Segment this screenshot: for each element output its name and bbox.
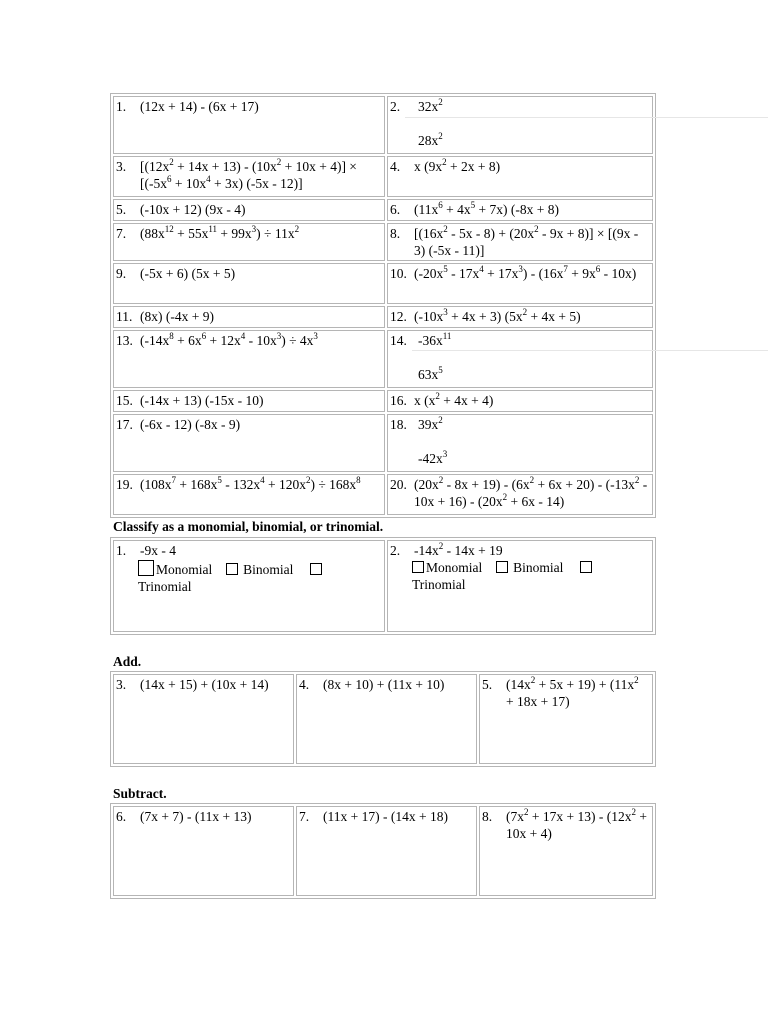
classify-heading: Classify as a monomial, binomial, or trinomial.	[113, 519, 384, 534]
problem-row	[113, 223, 653, 261]
problem-cell	[113, 330, 385, 388]
problem-row	[113, 414, 653, 472]
item-number: 11.	[116, 309, 133, 324]
item-number: 3.	[116, 677, 127, 692]
fraction-line	[405, 117, 768, 118]
problem-cell	[113, 263, 385, 304]
problem-row	[113, 199, 653, 221]
problem-cell	[113, 390, 385, 412]
problem-cell	[387, 263, 653, 304]
problem-cell	[387, 199, 653, 221]
fraction-denominator: $63x^5$	[418, 365, 443, 382]
item-number: 19.	[116, 477, 133, 492]
problem-cell	[113, 199, 385, 221]
monomial-label: Monomial	[426, 560, 483, 575]
expression: (8x + 10) + (11x + 10)	[323, 677, 445, 692]
item-number: 16.	[390, 393, 407, 408]
problems-table	[110, 93, 656, 518]
add-item-4	[296, 674, 477, 764]
item-number: 5.	[482, 677, 493, 692]
expression: (-6x - 12) (-8x - 9)	[140, 417, 241, 432]
item-number: 2.	[390, 543, 401, 558]
classify-table	[110, 537, 656, 635]
expression: (-14x + 13) (-15x - 10)	[140, 393, 264, 408]
expression: (14x + 15) + (10x + 14)	[140, 677, 269, 692]
item-number: 4.	[390, 159, 401, 174]
add-table	[110, 671, 656, 767]
problem-cell	[113, 156, 385, 197]
problem-cell	[387, 96, 653, 154]
subtract-table	[110, 803, 656, 899]
item-number: 7.	[116, 226, 127, 241]
expression: (8x) (-4x + 9)	[140, 309, 214, 324]
expression: $(14x^2 + 5x + 19) + (11x^2 + 18x + 17)$	[506, 675, 639, 709]
problem-cell	[113, 223, 385, 261]
problem-row	[113, 96, 653, 154]
item-number: 20.	[390, 477, 407, 492]
problem-row	[113, 330, 653, 388]
add-heading: Add.	[113, 654, 142, 669]
item-number: 8.	[390, 226, 401, 241]
expression: $[(12x^2 + 14x + 13) - (10x^2 + 10x + 4)] \times [(-5x^6 + 10x^4 + 3x)$ (-5x - 12)]	[140, 157, 357, 191]
expression: (7x + 7) - (11x + 13)	[140, 809, 252, 824]
binomial-checkbox[interactable]	[226, 563, 238, 575]
problem-cell	[113, 306, 385, 328]
expression: x $(x^2 + 4x + 4)$	[414, 391, 494, 408]
problem-row	[113, 390, 653, 412]
problem-cell	[387, 223, 653, 261]
problem-row	[113, 263, 653, 304]
expression: x $(9x^2 + 2x + 8)$	[414, 157, 501, 174]
problem-cell	[387, 330, 653, 388]
fraction-numerator: $32x^2$	[418, 97, 443, 114]
binomial-checkbox[interactable]	[496, 561, 508, 573]
expression: $(-20x^5 - 17x^4 + 17x^3) - (16x^7 + 9x^6 - 10x)$	[414, 264, 637, 281]
item-number: 12.	[390, 309, 407, 324]
fraction-numerator: $39x^2$	[418, 415, 443, 432]
expression: $(108x^7 + 168x^5 - 132x^4 + 120x^2) \div 168x^8$	[140, 475, 361, 492]
monomial-checkbox[interactable]	[412, 561, 424, 573]
add-item-3	[113, 674, 294, 764]
problem-row	[113, 306, 653, 328]
expression: $(88x^{12} + 55x^{11} + 99x^3) \div 11x^2$	[140, 224, 300, 241]
subtract-item-7	[296, 806, 477, 896]
item-number: 6.	[390, 202, 401, 217]
monomial-label: Monomial	[156, 562, 213, 577]
item-number: 18.	[390, 417, 407, 432]
expression: $(20x^2 - 8x + 19) - (6x^2 + 6x + 20) - (-13x^2 - 10x + 16) - (20x^2 + 6x - 14)$	[414, 475, 648, 509]
fraction-numerator: $-36x^{11}$	[418, 331, 452, 348]
classify-item-1	[113, 540, 385, 632]
problem-cell	[113, 414, 385, 472]
item-number: 17.	[116, 417, 133, 432]
trinomial-label: Trinomial	[138, 579, 192, 594]
trinomial-checkbox[interactable]	[580, 561, 592, 573]
item-number: 5.	[116, 202, 127, 217]
item-number: 9.	[116, 266, 127, 281]
problem-cell	[113, 96, 385, 154]
item-number: 15.	[116, 393, 133, 408]
problem-cell	[387, 390, 653, 412]
expression: $(-10x^3 + 4x + 3) (5x^2 + 4x + 5)$	[414, 307, 581, 324]
expression: -9x - 4	[140, 543, 176, 558]
binomial-label: Binomial	[243, 562, 294, 577]
subtract-heading: Subtract.	[113, 786, 167, 801]
item-number: 8.	[482, 809, 493, 824]
problem-cell	[387, 414, 653, 472]
add-item-5	[479, 674, 653, 764]
expression: $[(16x^2 - 5x - 8) + (20x^2 - 9x + 8)] \times [(9x - 3)$ (-5x - 11)]	[414, 224, 639, 258]
item-number: 2.	[390, 99, 401, 114]
subtract-item-8	[479, 806, 653, 896]
trinomial-checkbox[interactable]	[310, 563, 322, 575]
subtract-item-6	[113, 806, 294, 896]
binomial-label: Binomial	[513, 560, 564, 575]
item-number: 10.	[390, 266, 407, 281]
fraction-denominator: $-42x^3$	[418, 449, 448, 466]
item-number: 1.	[116, 543, 127, 558]
expression: (-10x + 12) (9x - 4)	[140, 202, 246, 217]
problem-cell	[387, 474, 653, 515]
problem-row	[113, 156, 653, 197]
problem-cell	[387, 156, 653, 197]
fraction-line	[412, 350, 768, 351]
monomial-checkbox[interactable]	[138, 560, 154, 576]
problem-cell	[387, 306, 653, 328]
problem-row	[113, 474, 653, 515]
fraction-denominator: $28x^2$	[418, 131, 443, 148]
classify-item-2	[387, 540, 653, 632]
expression: (12x + 14) - (6x + 17)	[140, 99, 259, 114]
expression: $(-14x^8 + 6x^6 + 12x^4 - 10x^3) \div 4x^3$	[140, 331, 318, 348]
problem-cell	[113, 474, 385, 515]
expression: $(7x^2 + 17x + 13) - (12x^2 + 10x + 4)$	[506, 807, 647, 841]
trinomial-label: Trinomial	[412, 577, 466, 592]
expression: $(11x^6 + 4x^5 + 7x) (-8x + 8)$	[414, 200, 559, 217]
item-number: 14.	[390, 333, 407, 348]
expression: (11x + 17) - (14x + 18)	[323, 809, 448, 824]
item-number: 3.	[116, 159, 127, 174]
item-number: 13.	[116, 333, 133, 348]
item-number: 1.	[116, 99, 127, 114]
item-number: 7.	[299, 809, 310, 824]
item-number: 6.	[116, 809, 127, 824]
expression: $-14x^2 - 14x + 19$	[414, 541, 503, 558]
item-number: 4.	[299, 677, 310, 692]
expression: (-5x + 6) (5x + 5)	[140, 266, 236, 281]
